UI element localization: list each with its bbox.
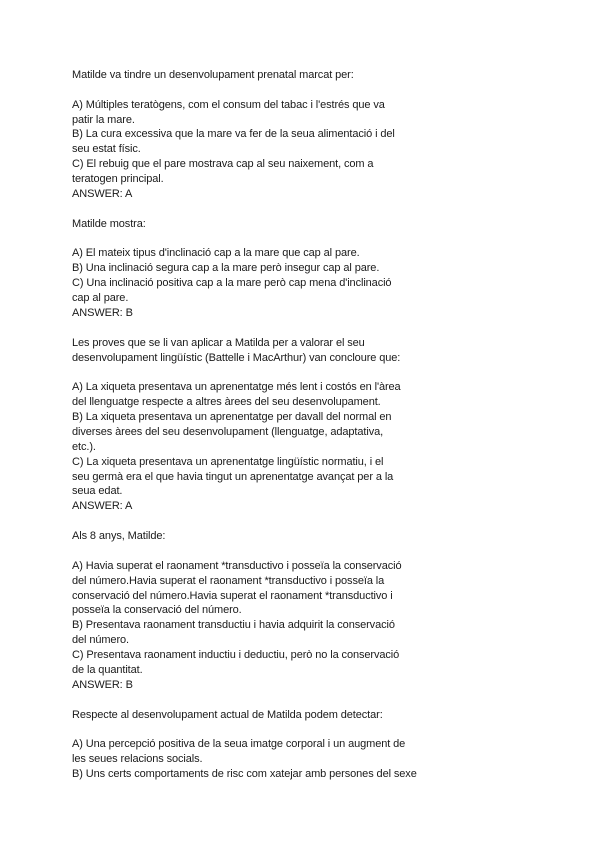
option-line: de la quantitat. bbox=[72, 663, 143, 676]
option-line: C) La xiqueta presentava un aprenentatge lingüístic normatiu, i el bbox=[72, 455, 384, 468]
option-line: B) La cura excessiva que la mare va fer de la seua alimentació i del bbox=[72, 128, 395, 141]
option-line: patir la mare. bbox=[72, 113, 135, 126]
option-line: del llenguatge respecte a altres àrees del seu desenvolupament. bbox=[72, 396, 381, 409]
option-line: diverses àrees del seu desenvolupament (llenguatge, adaptativa, bbox=[72, 425, 384, 438]
option-line: C) El rebuig que el pare mostrava cap al seu naixement, com a bbox=[72, 158, 374, 171]
option-line: A) El mateix tipus d'inclinació cap a la mare que cap al pare. bbox=[72, 247, 360, 260]
question-5 bbox=[72, 708, 532, 782]
option-line: seu estat físic. bbox=[72, 143, 141, 156]
option-line: seua edat. bbox=[72, 485, 123, 498]
question-options bbox=[72, 559, 532, 693]
option-line: C) Una inclinació positiva cap a la mare però cap mena d'inclinació bbox=[72, 277, 392, 290]
option-line: A) Havia superat el raonament *transductivo i posseïa la conservació bbox=[72, 559, 402, 572]
question-prompt bbox=[72, 708, 532, 723]
question-options bbox=[72, 246, 532, 320]
prompt-line: Als 8 anys, Matilde: bbox=[72, 530, 166, 543]
answer-line: ANSWER: A bbox=[72, 187, 133, 200]
option-line: conservació del número.Havia superat el raonament *transductivo i bbox=[72, 589, 393, 602]
answer-line: ANSWER: A bbox=[72, 500, 133, 513]
prompt-line: Matilde mostra: bbox=[72, 217, 146, 230]
option-line: B) La xiqueta presentava un aprenentatge per davall del normal en bbox=[72, 411, 392, 424]
option-line: B) Presentava raonament transductiu i havia adquirit la conservació bbox=[72, 619, 395, 632]
question-options bbox=[72, 737, 532, 782]
option-line: A) Múltiples teratògens, com el consum del tabac i l'estrés que va bbox=[72, 98, 385, 111]
option-line: B) Una inclinació segura cap a la mare però insegur cap al pare. bbox=[72, 262, 380, 275]
option-line: del número. bbox=[72, 634, 129, 647]
option-line: teratogen principal. bbox=[72, 173, 164, 186]
option-line: les seues relacions socials. bbox=[72, 753, 203, 766]
prompt-line: Les proves que se li van aplicar a Matilda per a valorar el seu bbox=[72, 336, 365, 349]
option-line: C) Presentava raonament inductiu i deductiu, però no la conservació bbox=[72, 649, 400, 662]
document-page bbox=[72, 68, 532, 797]
option-line: cap al pare. bbox=[72, 292, 129, 305]
option-line: etc.). bbox=[72, 440, 96, 453]
prompt-line: Respecte al desenvolupament actual de Matilda podem detectar: bbox=[72, 708, 383, 721]
question-3 bbox=[72, 336, 532, 514]
option-line: posseïa la conservació del número. bbox=[72, 604, 242, 617]
question-options bbox=[72, 380, 532, 514]
option-line: A) La xiqueta presentava un aprenentatge més lent i costós en l'àrea bbox=[72, 381, 401, 394]
prompt-line: Matilde va tindre un desenvolupament prenatal marcat per: bbox=[72, 69, 354, 81]
option-line: B) Uns certs comportaments de risc com xatejar amb persones del sexe bbox=[72, 767, 417, 780]
question-prompt bbox=[72, 529, 532, 544]
question-1 bbox=[72, 68, 532, 202]
question-4 bbox=[72, 529, 532, 693]
option-line: A) Una percepció positiva de la seua imatge corporal i un augment de bbox=[72, 738, 406, 751]
question-options bbox=[72, 98, 532, 202]
question-2 bbox=[72, 217, 532, 321]
option-line: del número.Havia superat el raonament *transductivo i posseïa la bbox=[72, 574, 385, 587]
prompt-line: desenvolupament lingüístic (Battelle i MacArthur) van concloure que: bbox=[72, 351, 401, 364]
answer-line: ANSWER: B bbox=[72, 306, 133, 319]
option-line: seu germà era el que havia tingut un aprenentatge avançat per a la bbox=[72, 470, 394, 483]
question-prompt bbox=[72, 336, 532, 366]
question-prompt bbox=[72, 217, 532, 232]
question-prompt bbox=[72, 68, 532, 83]
answer-line: ANSWER: B bbox=[72, 678, 133, 691]
